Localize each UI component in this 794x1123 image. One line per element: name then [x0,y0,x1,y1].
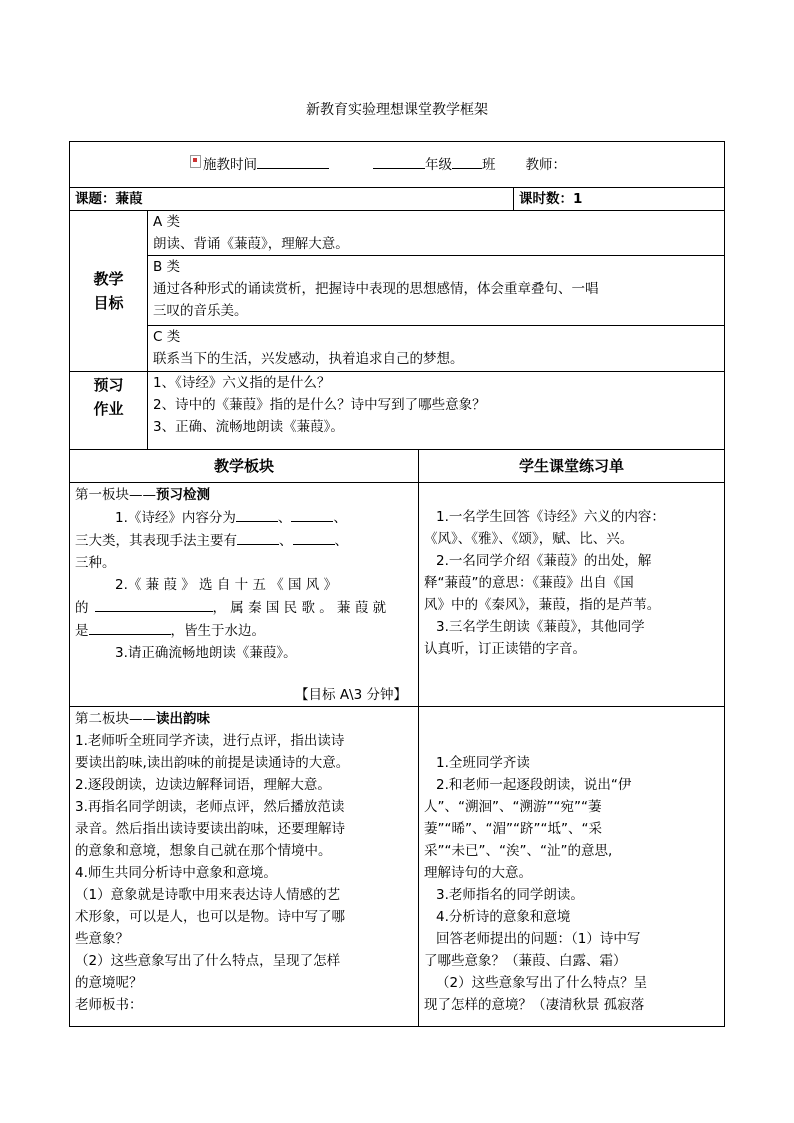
right-column-header: 学生课堂练习单 [419,450,725,483]
goal-c-title: C 类 [153,329,181,345]
goal-b-row [70,256,725,326]
block1-row [70,483,725,707]
teacher-label: 教师： [525,157,566,173]
left-column-header: 教学板块 [70,450,419,483]
grade-blank [373,153,425,169]
goal-c-cell [148,326,725,372]
preview-row [70,372,725,450]
broken-image-icon [190,155,201,168]
lesson-plan-table [69,141,725,1027]
header-row [70,142,725,188]
time-blank [257,153,329,169]
goal-b-text-2: 三叹的音乐美。 [153,303,248,319]
preview-item: 2、诗中的《蒹葭》指的是什么？诗中写到了哪些意象？ [153,397,486,413]
time-label: 施教时间 [203,157,257,173]
goal-b-text-1: 通过各种形式的诵读赏析，把握诗中表现的思想感情，体会重章叠句、一唱 [153,281,599,297]
goal-c-text: 联系当下的生活，兴发感动，执着追求自己的梦想。 [153,351,464,367]
preview-label: 预习 作业 [70,372,148,450]
class-label: 班 [482,157,496,173]
goal-a-text: 朗读、背诵《蒹葭》，理解大意。 [153,236,349,252]
block1-heading: 第一板块——预习检测 [75,487,210,503]
goal-c-row [70,326,725,372]
goal-a-cell [148,211,725,256]
block1-right-cell: 1.一名学生回答《诗经》六义的内容： 《风》、《雅》、《颂》，赋、比、兴。 2.一名同学介绍《蒹葭》的出处，解 释“蒹葭”的意思：《蒹葭》出自《国 风》中的《秦风》，蒹葭，指的是芦苇。 3.三名学生朗读《蒹葭》，其他同学 认真听，订正读错的字音。 [419,483,725,707]
page-title: 新教育实验理想课堂教学框架 [306,102,488,118]
topic-row [70,188,725,211]
preview-item: 1、《诗经》六义指的是什么？ [153,375,331,391]
goal-a-title: A 类 [153,214,181,230]
hours-cell: 课时数：1 [514,188,725,211]
block2-heading: 第二板块——读出韵味 [75,711,210,727]
block1-target: 【目标 A\3 分钟】 [295,687,407,703]
block2-row [70,707,725,1027]
goal-b-cell [148,256,725,326]
class-blank [452,153,482,169]
preview-item: 3、正确、流畅地朗读《蒹葭》。 [153,419,344,435]
goal-b-title: B 类 [153,259,181,275]
block2-right-cell: 1.全班同学齐读 2.和老师一起逐段朗读，说出“伊 人”、“溯洄”、“溯游”“宛”“萋 萋”“晞”、“湄”“跻”“坻”、“采 采”“未已”、“涘”、“沚”的意思, 理解诗句的大意。 3.老师指名的同学朗读。 4.分析诗的意象和意境 回答老师提出的问题：（1）诗中写 了哪些意象？（蒹葭、白露、霜） （2）这些意象写出了什么特点？呈 现了怎样的意境？（凄清秋景 孤寂落 [419,707,725,1027]
grade-label: 年级 [425,157,452,173]
block1-left-cell: 第一板块——预习检测 1.《诗经》内容分为 、 、 三大类，其表现手法主要有 、 、 三种。 2.《 蒹 葭 》 选 自 十 五 《 国 风 》 的 ， 属 秦 国 民 歌 。 蒹 葭 就 是 ，皆生于水边。 3.请正确流畅地朗读《蒹葭》。 【目标 A\3 分钟】 [70,483,419,707]
topic-cell: 课题：蒹葭 [70,188,514,211]
goal-a-row [70,211,725,256]
goals-label: 教学 目标 [70,211,148,372]
preview-cell [148,372,725,450]
column-header-row [70,450,725,483]
block2-left-cell: 第二板块——读出韵味 1.老师听全班同学齐读，进行点评，指出读诗 要读出韵味,读出韵味的前提是读通诗的大意。 2.逐段朗读，边读边解释词语，理解大意。 3.再指名同学朗读，老师点评，然后播放范读 录音。然后指出读诗要读出韵味，还要理解诗 的意象和意境，想象自己就在那个情境中。 4.师生共同分析诗中意象和意境。 （1）意象就是诗歌中用来表达诗人情感的艺 术形象，可以是人，也可以是物。诗中写了哪 些意象？ （2）这些意象写出了什么特点，呈现了怎样 的意境呢？ 老师板书： [70,707,419,1027]
